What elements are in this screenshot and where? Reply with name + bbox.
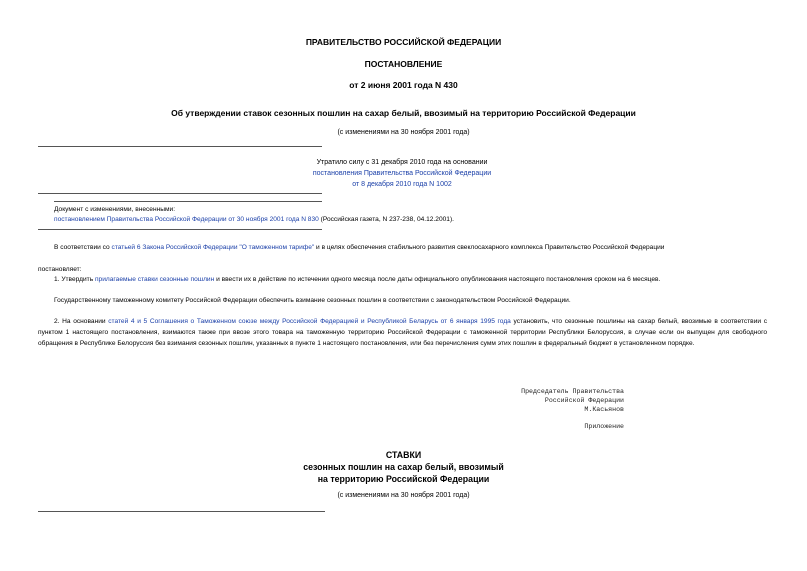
org-heading: ПРАВИТЕЛЬСТВО РОССИЙСКОЙ ФЕДЕРАЦИИ: [305, 37, 502, 47]
document-title: Об утверждении ставок сезонных пошлин на сахар белый, ввозимый на территорию Российской Федерации: [171, 108, 636, 118]
changes-line: [54, 214, 774, 225]
changes-label: Документ с изменениями, внесенными:: [54, 206, 176, 213]
changes-source: (Российская газета, N 237-238, 04.12.2001).: [318, 216, 454, 223]
divider: [38, 193, 322, 194]
lost-force-link-line1[interactable]: постановления Правительства Российской Федерации: [312, 170, 492, 177]
signature-name: М.Касьянов: [584, 406, 624, 413]
preamble-text-end: и в целях обеспечения стабильного развития свеклосахарного комплекса Правительство Российской Федерации: [314, 244, 665, 251]
amendment-note: (с изменениями на 30 ноября 2001 года): [337, 129, 470, 136]
divider: [38, 229, 322, 230]
paragraph-1: [38, 274, 767, 285]
preamble-text: В соответствии со: [54, 244, 112, 251]
signature-country: Российской Федерации: [544, 397, 624, 404]
doc-type-heading: ПОСТАНОВЛЕНИЕ: [364, 59, 443, 69]
divider: [38, 511, 325, 512]
rates-amendment-note: (с изменениями на 30 ноября 2001 года): [337, 492, 470, 499]
lost-force-link[interactable]: [200, 168, 604, 190]
paragraph-preamble: [38, 242, 767, 253]
decree-word: постановляет:: [38, 266, 82, 273]
lost-force-text: Утратило силу с 31 декабря 2010 года на основании: [316, 159, 488, 166]
p1-text-end: и ввести их в действие по истечении одного месяца после даты официального опубликования настоящего постановления сроком на 6 месяцев.: [214, 276, 661, 283]
signature-position: Председатель Правительства: [521, 388, 624, 395]
lost-force-link-line2[interactable]: от 8 декабря 2010 года N 1002: [352, 181, 452, 188]
rates-title: [0, 449, 807, 485]
signature-block: [440, 387, 624, 414]
divider: [54, 201, 322, 202]
p2-text-end: установить, что сезонные пошлины на сахар белый, ввозимые в соответствии с пунктом 1 настоящего постановления, взимаются также при ввозе этого товара на таможенную территорию Российской Федерации с таможенной территории Республики Белоруссия, в случае если он выпущен для свободного обращения в Республике Белоруссия без взимания сезонных пошлин, указанных в пункте 1 настоящего постановления, или без перечисления сумм этих пошлин в федеральный бюджет в установленном порядке.: [38, 318, 767, 347]
customs-union-agreement-link[interactable]: статей 4 и 5 Соглашения о Таможенном союзе между Российской Федерацией и Республикой Беларусь от 6 января 1995 года: [108, 318, 511, 325]
date-number: от 2 июня 2001 года N 430: [349, 80, 458, 90]
p2-text: 2. На основании: [54, 318, 109, 325]
divider: [38, 146, 322, 147]
lost-force-block: [200, 157, 604, 190]
rates-title-line3: на территорию Российской Федерации: [317, 474, 490, 484]
paragraph-2: [38, 316, 767, 349]
appendix-label: Приложение: [584, 423, 624, 430]
rates-title-line1: СТАВКИ: [385, 450, 422, 460]
customs-tariff-law-link[interactable]: статьей 6 Закона Российской Федерации "О таможенном тарифе": [111, 244, 315, 251]
rates-link[interactable]: прилагаемые ставки сезонные пошлин: [94, 276, 215, 283]
rates-title-line2: сезонных пошлин на сахар белый, ввозимый: [303, 462, 504, 472]
changes-link[interactable]: постановлением Правительства Российской Федерации от 30 ноября 2001 года N 830: [54, 216, 319, 223]
paragraph-customs: Государственному таможенному комитету Российской Федерации обеспечить взимание сезонных пошлин в соответствии с законодательством Российской Федерации.: [54, 297, 571, 304]
p1-text: 1. Утвердить: [54, 276, 95, 283]
